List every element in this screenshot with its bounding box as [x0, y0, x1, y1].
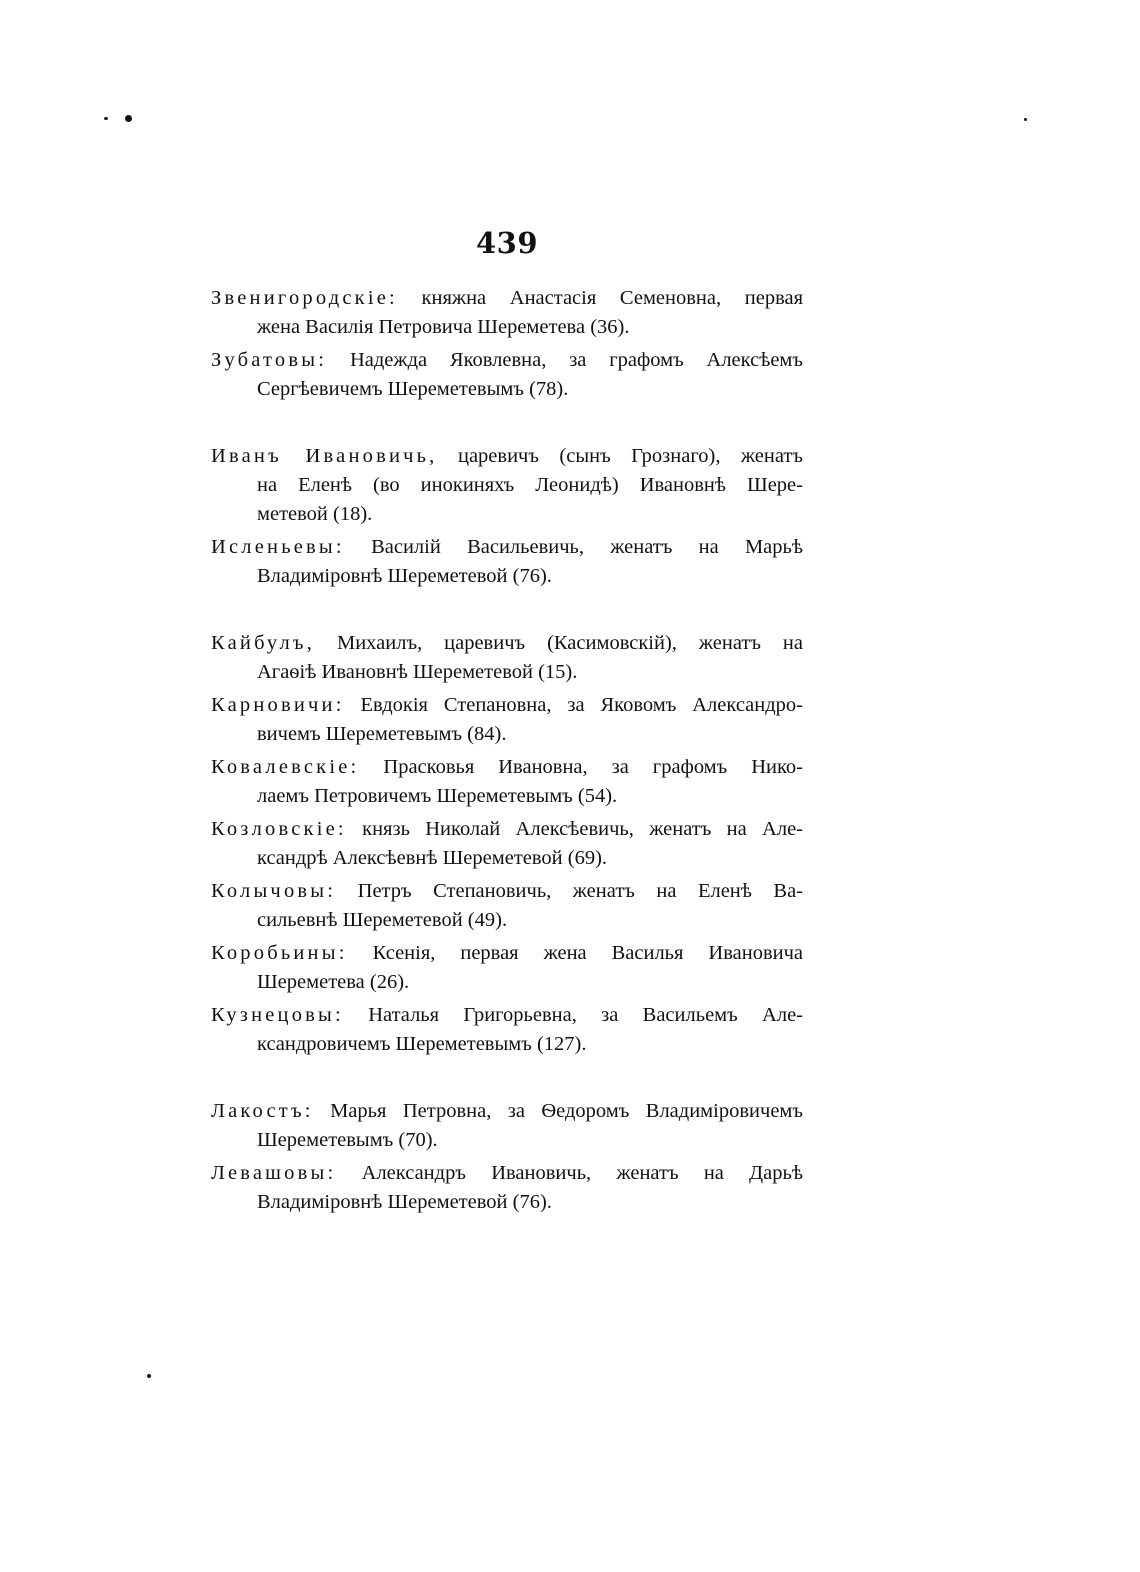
index-entry [211, 877, 803, 935]
entry-first-line [211, 939, 803, 968]
entry-text: Сергѣевичемъ Шереметевымъ (78). [257, 378, 569, 400]
entry-surname: Звенигородскіе: [211, 287, 398, 309]
entry-surname: Зубатовы: [211, 349, 328, 371]
index-section [211, 629, 803, 1059]
section-gap [211, 408, 803, 442]
entry-surname: Исленьевы: [211, 536, 345, 558]
index-entry [211, 1097, 803, 1155]
entry-text: Михаилъ, царевичъ (Касимовскій), женатъ на [336, 632, 803, 654]
index-entry [211, 629, 803, 687]
entry-text: царевичъ (сынъ Грознаго), женатъ [457, 445, 803, 467]
entry-text: Евдокія Степановна, за Яковомъ Александро- [360, 694, 803, 716]
entry-text: метевой (18). [257, 503, 373, 525]
entry-first-line [211, 1001, 803, 1030]
entry-continuation-line [211, 500, 803, 529]
entry-continuation-line [211, 658, 803, 687]
entry-text: Надежда Яковлевна, за графомъ Алексѣемъ [349, 349, 804, 371]
entry-continuation-line [211, 968, 803, 997]
index-entry [211, 284, 803, 342]
index-section [211, 1097, 803, 1217]
entry-continuation-line [211, 906, 803, 935]
entry-text: лаемъ Петровичемъ Шереметевымъ (54). [257, 785, 618, 807]
entry-text: Петръ Степановичь, женатъ на Еленѣ Ва- [357, 880, 803, 902]
section-gap [211, 595, 803, 629]
index-entry [211, 815, 803, 873]
index-section [211, 442, 803, 591]
entry-text: Шереметева (26). [257, 971, 410, 993]
entry-text: вичемъ Шереметевымъ (84). [257, 723, 507, 745]
index-entry [211, 939, 803, 997]
entry-continuation-line [211, 1126, 803, 1155]
entry-text: на Еленѣ (во инокиняхъ Леонидѣ) Ивановнѣ Шере- [257, 474, 803, 496]
entry-surname: Козловскіе: [211, 818, 347, 840]
entry-text: Василій Васильевичь, женатъ на Марьѣ [371, 536, 803, 558]
entry-surname: Колычовы: [211, 880, 337, 902]
entry-text: княжна Анастасія Семеновна, первая [421, 287, 803, 309]
entry-text: Наталья Григорьевна, за Васильемъ Але- [368, 1004, 804, 1026]
section-gap [211, 1063, 803, 1097]
entry-surname: Левашовы: [211, 1162, 337, 1184]
entry-surname: Лакостъ: [211, 1100, 314, 1122]
entry-text: Владиміровнѣ Шереметевой (76). [257, 1191, 552, 1213]
entry-continuation-line [211, 1188, 803, 1217]
ink-speck [104, 117, 108, 120]
ink-speck [147, 1374, 151, 1378]
entry-continuation-line [211, 720, 803, 749]
index-entry [211, 442, 803, 529]
entry-surname: Карновичи: [211, 694, 345, 716]
index-entries [211, 284, 803, 1221]
entry-first-line [211, 1097, 803, 1126]
entry-first-line [211, 1159, 803, 1188]
ink-speck [125, 115, 132, 122]
entry-first-line [211, 629, 803, 658]
entry-surname: Ковалевскіе: [211, 756, 360, 778]
index-entry [211, 533, 803, 591]
index-entry [211, 346, 803, 404]
entry-surname: Кайбулъ, [211, 632, 316, 654]
entry-text: сильевнѣ Шереметевой (49). [257, 909, 508, 931]
index-entry [211, 1159, 803, 1217]
entry-text: Александръ Ивановичь, женатъ на Дарьѣ [361, 1162, 803, 1184]
entry-surname: Иванъ Ивановичь, [211, 445, 438, 467]
ink-speck [1024, 118, 1027, 121]
entry-first-line [211, 442, 803, 471]
entry-text: Агаѳіѣ Ивановнѣ Шереметевой (15). [257, 661, 578, 683]
index-entry [211, 691, 803, 749]
entry-continuation-line [211, 313, 803, 342]
entry-text: жена Василія Петровича Шереметева (36). [257, 316, 630, 338]
entry-surname: Коробьины: [211, 942, 348, 964]
entry-text: князь Николай Алексѣевичь, женатъ на Але- [362, 818, 803, 840]
entry-first-line [211, 753, 803, 782]
entry-text: Прасковья Ивановна, за графомъ Нико- [383, 756, 803, 778]
entry-continuation-line [211, 471, 803, 500]
index-entry [211, 1001, 803, 1059]
entry-continuation-line [211, 562, 803, 591]
entry-text: ксандрѣ Алексѣевнѣ Шереметевой (69). [257, 847, 608, 869]
page-number: 439 [475, 226, 539, 260]
entry-text: Ксенія, первая жена Василья Ивановича [372, 942, 804, 964]
entry-text: ксандровичемъ Шереметевымъ (127). [257, 1033, 587, 1055]
entry-surname: Кузнецовы: [211, 1004, 344, 1026]
entry-first-line [211, 346, 803, 375]
entry-first-line [211, 533, 803, 562]
index-entry [211, 753, 803, 811]
entry-text: Владиміровнѣ Шереметевой (76). [257, 565, 552, 587]
entry-continuation-line [211, 1030, 803, 1059]
entry-first-line [211, 815, 803, 844]
entry-continuation-line [211, 782, 803, 811]
entry-text: Марья Петровна, за Ѳедоромъ Владиміровичемъ [330, 1100, 803, 1122]
entry-continuation-line [211, 375, 803, 404]
entry-text: Шереметевымъ (70). [257, 1129, 438, 1151]
entry-continuation-line [211, 844, 803, 873]
index-section [211, 284, 803, 404]
entry-first-line [211, 877, 803, 906]
entry-first-line [211, 691, 803, 720]
entry-first-line [211, 284, 803, 313]
